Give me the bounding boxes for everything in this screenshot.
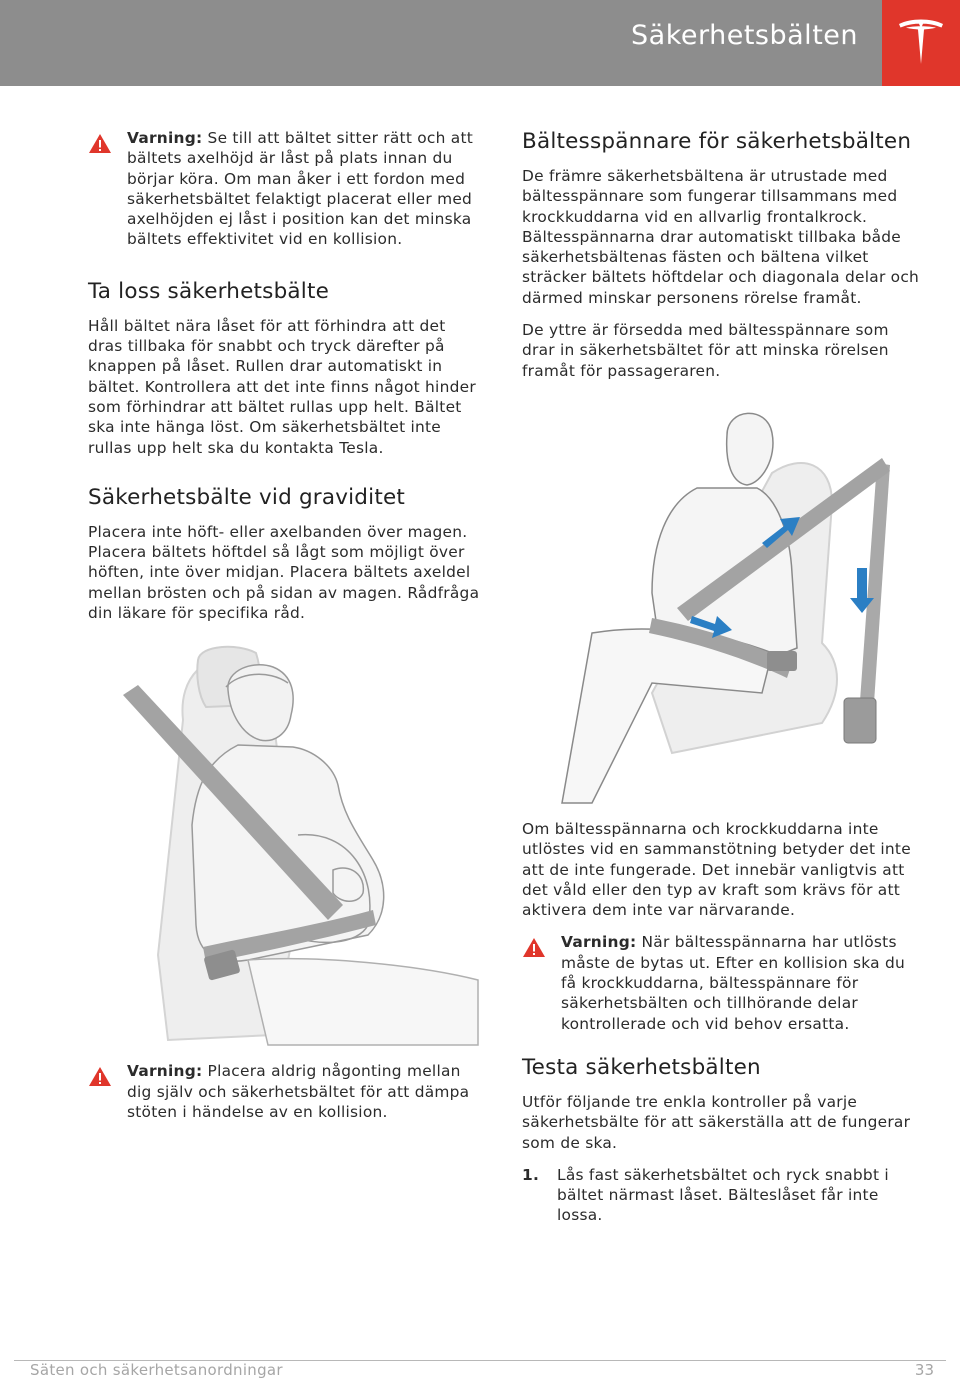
warning-label: Varning: (561, 933, 637, 952)
warning-nothing-between (88, 1061, 482, 1122)
heading-pretensioners: Bältesspännare för säkerhetsbälten (522, 129, 912, 154)
pregnancy-seatbelt-body: Placera inte höft- eller axelbanden över magen. Placera bältets höftdel så lågt som möjligt över höften, inte över midjan. Placera bältets axeldel mellan brösten och på sidan av magen. Rådfråga din läkare för specifika råd. (88, 522, 480, 623)
warning-text: När bältesspännarna har utlösts måste de bytas ut. Efter en kollision ska du få krockkuddarna, bältesspännare för säkerhetsbälten och tillhörande delar kontrollerade och vid behov ersatta. (561, 933, 905, 1033)
pretensioners-body-2: De yttre är försedda med bältesspännare som drar in säkerhetsbältet för att minska rörelsen framåt för passageraren. (522, 321, 889, 380)
header-title: Säkerhetsbälten (631, 20, 858, 51)
left-column (88, 128, 482, 1142)
warning-text: Se till att bältet sitter rätt och att bältets axelhöjd är låst på plats innan du börjar köra. Om man åker i ett fordon med säkerhetsbältet felaktigt placerat eller med axelhöjden ej låst i position kan det minska bältets effektivitet vid en kollision. (127, 129, 474, 249)
heading-pregnancy-seatbelt: Säkerhetsbälte vid graviditet (88, 484, 406, 510)
warning-label: Varning: (127, 129, 203, 147)
warning-seatbelt-position (88, 128, 482, 250)
page-header (0, 0, 960, 86)
heading-release-seatbelt: Ta loss säkerhetsbälte (88, 278, 330, 304)
pretensioners-body-1: De främre säkerhetsbältena är utrustade med bältesspännare som fungerar tillsammans med krockkuddarna vid en allvarlig frontalkrock. Bältesspännarna drar automatiskt tillbaka både säkerhetsbältenas fästen och bältena vilket sträcker bältets höftdelar och diagonala delar och därmed minskar personens rörelse framåt. (522, 167, 920, 307)
list-item (522, 1165, 920, 1226)
heading-test-seatbelts: Testa säkerhetsbälten (522, 1054, 761, 1080)
page-number: 33 (914, 1361, 934, 1379)
pretensioners-body-3: Om bältesspännarna och krockkuddarna inte utlöstes vid en sammanstötning betyder det inte att de inte fungerade. Det innebär vanligtvis att det våld eller den typ av kraft som krävs för att aktivera dem inte var närvarande. (522, 819, 911, 920)
brand-logo-box (882, 0, 960, 86)
step-text: Lås fast säkerhetsbältet och ryck snabbt i bältet närmast låset. Bälteslåset får inte lossa. (557, 1165, 889, 1225)
step-number: 1. (522, 1165, 540, 1184)
release-seatbelt-body: Håll bältet nära låset för att förhindra att det dras tillbaka för snabbt och tryck därefter på knappen på låset. Rullen drar automatiskt in bältet. Kontrollera att det inte finns något hinder som förhindrar att bältet rullas upp helt. Bältet ska inte hänga löst. Om säkerhetsbältet inte rullas upp helt ska du kontakta Tesla. (88, 316, 476, 457)
right-column (522, 128, 920, 1226)
warning-triangle-icon (88, 1066, 112, 1087)
warning-label: Varning: (127, 1062, 203, 1081)
test-steps-list (522, 1165, 920, 1226)
warning-triangle-icon (522, 937, 546, 958)
warning-triangle-icon (88, 133, 112, 154)
test-seatbelts-body: Utför följande tre enkla kontroller på varje säkerhetsbälte för att säkerställa att de fungerar som de ska. (522, 1092, 911, 1152)
tesla-logo-icon (896, 17, 946, 69)
footer-section-title: Säten och säkerhetsanordningar (30, 1361, 283, 1379)
pretensioner-illustration (522, 393, 920, 809)
warning-text: Placera aldrig någonting mellan dig själv och säkerhetsbältet för att dämpa stöten i händelse av en kollision. (127, 1062, 470, 1121)
warning-replace-pretensioners (522, 932, 920, 1033)
pregnant-seatbelt-illustration (88, 635, 482, 1047)
